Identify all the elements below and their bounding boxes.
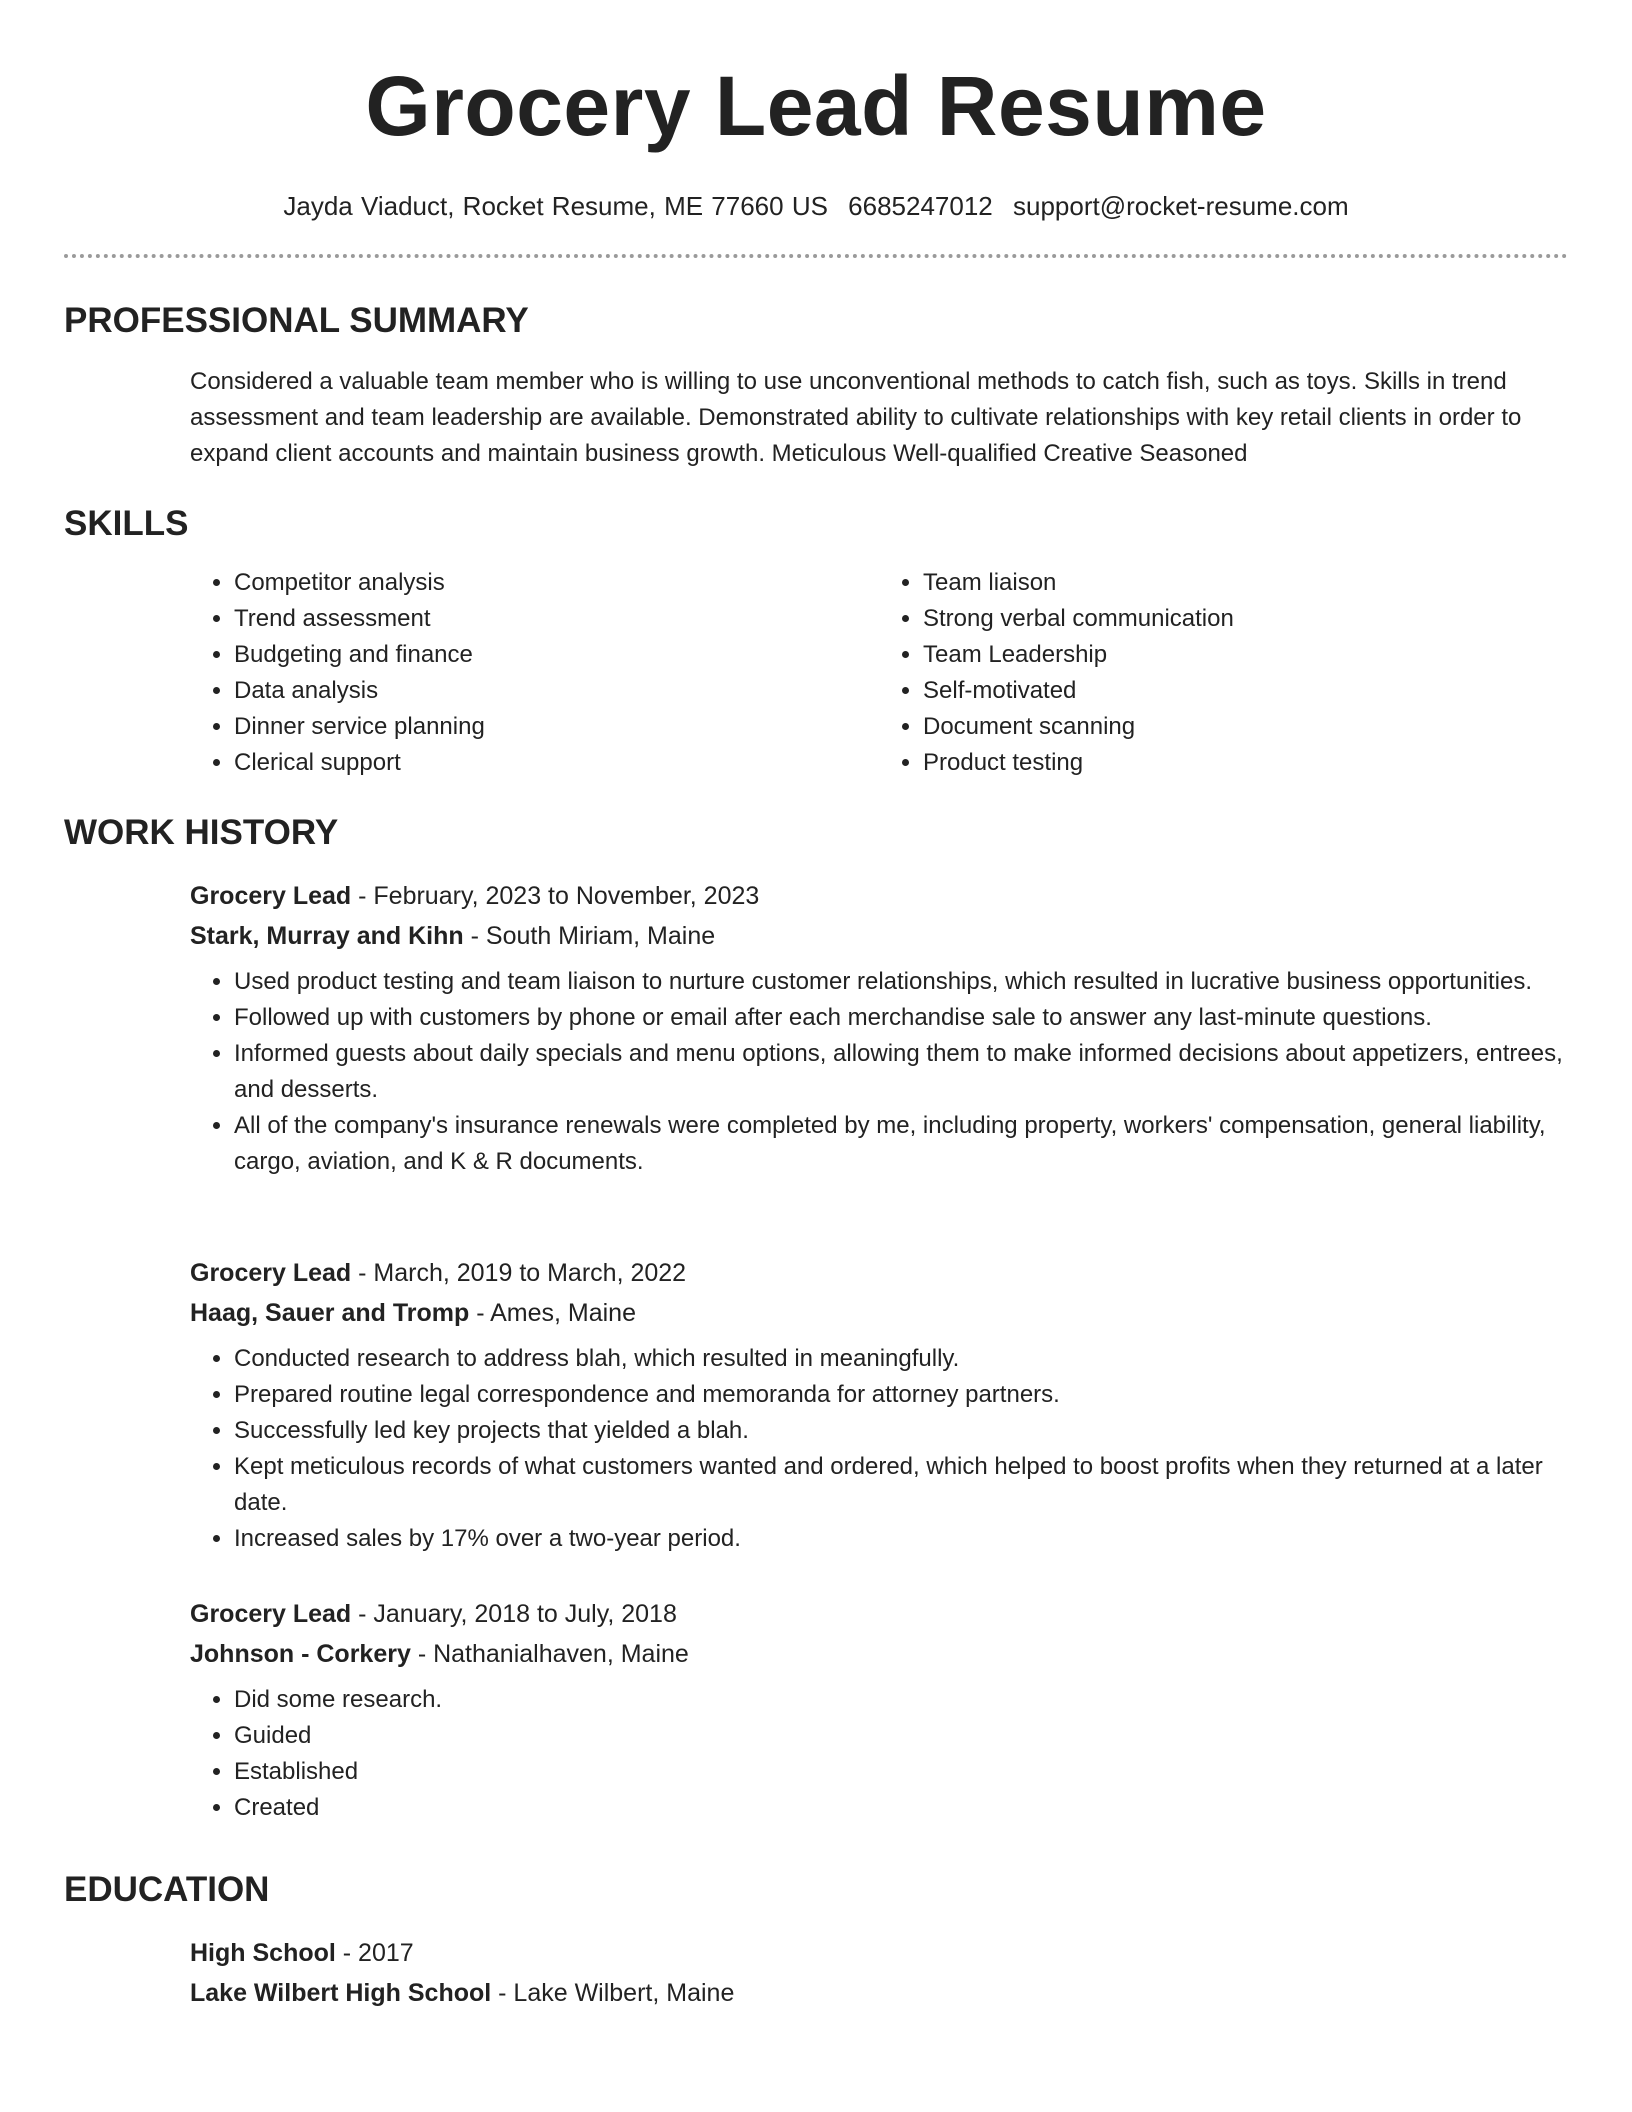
job-bullet: • Did some research. [234,1682,1568,1718]
job-company-line [190,916,1568,956]
education-year: - 2017 [335,1939,414,1967]
contact-phone: 6685247012 [848,191,993,221]
job-bullet: • Created [234,1790,1568,1826]
skills-section [64,503,1568,781]
job-bullet: • Established [234,1754,1568,1790]
job-dates: - March, 2019 to March, 2022 [351,1259,687,1287]
summary-heading: PROFESSIONAL SUMMARY [64,301,529,340]
work-heading: WORK HISTORY [64,813,339,852]
job-title: Grocery Lead [190,1600,352,1628]
resume-header [64,0,1568,258]
skill-item: • Competitor analysis [234,565,879,601]
job-dates: - February, 2023 to November, 2023 [351,882,760,910]
job-bullet: • All of the company's insurance renewals were completed by me, including property, workers' compensation, general liability, cargo, aviation, and K & R documents. [234,1108,1568,1180]
summary-text: Considered a valuable team member who is willing to use unconventional methods to catch fish, such as toys. Skills in trend assessment and team leadership are available. Demonstrated ability to cultivate relationships with key retail clients in order to expand client accounts and maintain business growth. Meticulous Well-qualified Creative Seasoned [190,368,1522,467]
job-bullet: • Prepared routine legal correspondence and memoranda for attorney partners. [234,1377,1568,1413]
education-heading: EDUCATION [64,1870,270,1909]
job-company: Haag, Sauer and Tromp [190,1299,470,1327]
job-entry [190,876,1568,1180]
job-title-line [190,1594,1568,1634]
job-company: Johnson - Corkery [190,1640,411,1668]
skill-item: • Self-motivated [923,673,1568,709]
skills-grid [190,565,1568,781]
skill-item: • Trend assessment [234,601,879,637]
skill-item: • Budgeting and finance [234,637,879,673]
education-entry [190,1933,1568,2013]
work-section [64,812,1568,1821]
skill-item: • Dinner service planning [234,709,879,745]
skills-list-right [879,565,1568,781]
summary-section [64,300,1568,472]
header-divider [64,254,1568,258]
job-title-line [190,1253,1568,1293]
skills-heading: SKILLS [64,504,189,543]
job-bullet: • Followed up with customers by phone or email after each merchandise sale to answer any last-minute questions. [234,1000,1568,1036]
education-school-line [190,1973,1568,2013]
job-dates: - January, 2018 to July, 2018 [351,1600,677,1628]
job-location: - South Miriam, Maine [463,922,716,950]
job-bullet: • Informed guests about daily specials and menu options, allowing them to make informed decisions about appetizers, entrees, and desserts. [234,1036,1568,1108]
skill-item: • Strong verbal communication [923,601,1568,637]
education-section [64,1869,1568,2013]
education-degree: High School [190,1939,336,1967]
job-bullet: • Conducted research to address blah, which resulted in meaningfully. [234,1341,1568,1377]
job-title: Grocery Lead [190,882,352,910]
job-bullets [190,1341,1568,1557]
contact-email: support@rocket-resume.com [1013,191,1349,221]
skill-item: • Team Leadership [923,637,1568,673]
job-title: Grocery Lead [190,1259,352,1287]
job-bullets [190,964,1568,1180]
job-bullet: • Kept meticulous records of what customers wanted and ordered, which helped to boost profits when they returned at a later date. [234,1449,1568,1521]
contact-line [64,190,1568,222]
job-company-line [190,1293,1568,1333]
page-title: Grocery Lead Resume [365,59,1267,153]
skill-item: • Document scanning [923,709,1568,745]
job-location: - Ames, Maine [469,1299,636,1327]
skill-item: • Data analysis [234,673,879,709]
job-company: Stark, Murray and Kihn [190,922,464,950]
skills-list-left [190,565,879,781]
job-entry [190,1253,1568,1557]
job-location: - Nathanialhaven, Maine [410,1640,689,1668]
education-degree-line [190,1933,1568,1973]
education-location: - Lake Wilbert, Maine [491,1979,735,2007]
skill-item: • Product testing [923,745,1568,781]
job-entry [190,1594,1568,1826]
job-bullet: • Successfully led key projects that yielded a blah. [234,1413,1568,1449]
job-company-line [190,1634,1568,1674]
job-bullet: • Guided [234,1718,1568,1754]
skill-item: • Team liaison [923,565,1568,601]
contact-address: Jayda Viaduct, Rocket Resume, ME 77660 US [283,191,828,221]
skill-item: • Clerical support [234,745,879,781]
education-school: Lake Wilbert High School [190,1979,492,2007]
job-title-line [190,876,1568,916]
job-bullet: • Increased sales by 17% over a two-year period. [234,1521,1568,1557]
job-bullet: • Used product testing and team liaison to nurture customer relationships, which resulted in lucrative business opportunities. [234,964,1568,1000]
job-bullets [190,1682,1568,1826]
